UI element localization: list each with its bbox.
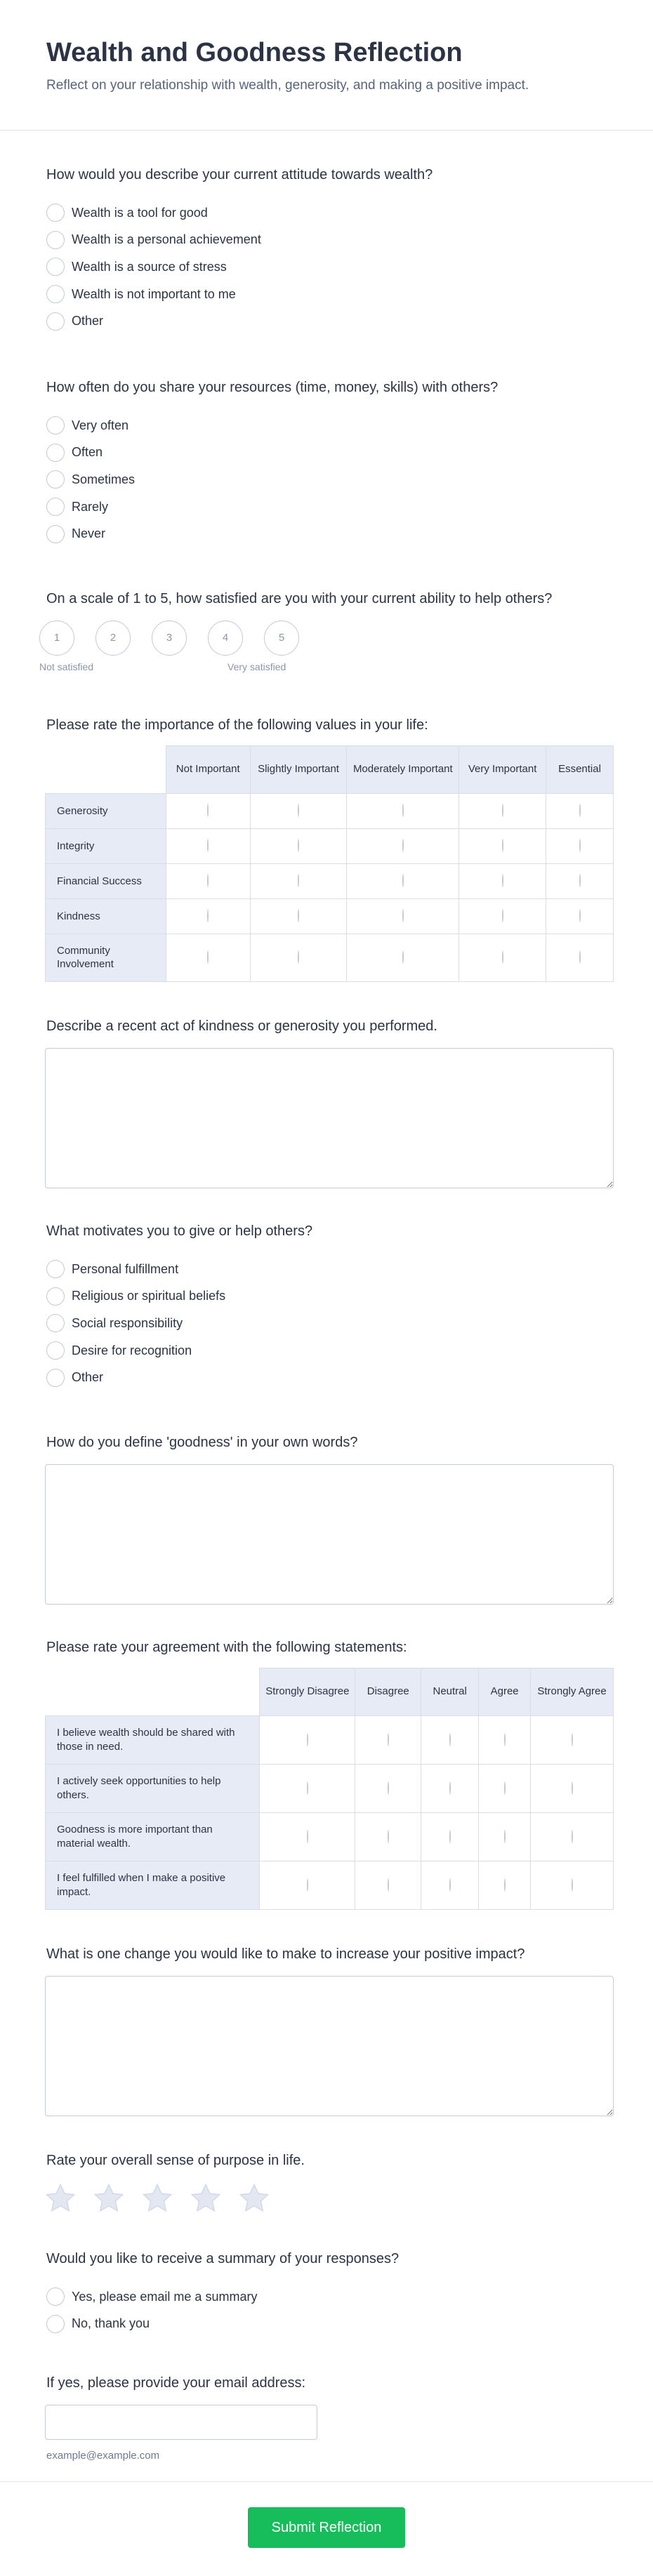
star-rating (44, 2182, 614, 2215)
matrix-column-header: Strongly Agree (531, 1668, 614, 1715)
radio-option[interactable] (46, 439, 614, 467)
matrix-row-label: I believe wealth should be shared with those in need. (46, 1715, 260, 1764)
matrix-row-label: Generosity (46, 793, 166, 828)
radio-option[interactable] (46, 520, 614, 547)
radio-button[interactable] (46, 1287, 65, 1306)
matrix-row-label: Community Involvement (46, 934, 166, 981)
option-label: Rarely (72, 499, 109, 514)
option-label: Wealth is not important to me (72, 286, 236, 301)
positive-change-textarea[interactable] (45, 1976, 614, 2116)
scale-min-label: Not satisfied (39, 660, 94, 672)
question-label: How do you define 'goodness' in your own words? (46, 1434, 358, 1450)
question-define-goodness (46, 1433, 614, 1605)
radio-option[interactable] (46, 2311, 614, 2338)
matrix-radio[interactable] (207, 839, 209, 852)
question-agreement-matrix (46, 1638, 614, 1910)
matrix-row (46, 1861, 614, 1909)
option-label: Wealth is a tool for good (72, 205, 208, 220)
question-purpose-rating (46, 2151, 614, 2215)
radio-button[interactable] (46, 312, 65, 331)
star-icon[interactable] (190, 2182, 222, 2215)
form-title: Wealth and Goodness Reflection (46, 38, 463, 67)
matrix-row-label: I feel fulfilled when I make a positive impact. (46, 1861, 260, 1909)
matrix-row (46, 934, 614, 981)
matrix-radio[interactable] (579, 874, 581, 887)
matrix-radio[interactable] (502, 909, 503, 922)
question-email-address (46, 2374, 614, 2462)
scale-option-3[interactable]: 3 (152, 620, 187, 656)
email-hint: example@example.com (46, 2450, 160, 2462)
matrix-radio[interactable] (449, 1830, 451, 1843)
matrix-column-header: Neutral (421, 1668, 479, 1715)
matrix-column-header: Disagree (355, 1668, 421, 1715)
matrix-radio[interactable] (449, 1733, 451, 1746)
option-label: Desire for recognition (72, 1343, 192, 1357)
goodness-definition-textarea[interactable] (45, 1464, 614, 1605)
option-label: Social responsibility (72, 1315, 183, 1330)
radio-button[interactable] (46, 204, 65, 222)
option-label: Never (72, 526, 106, 541)
matrix-radio[interactable] (388, 1781, 389, 1795)
question-label: Describe a recent act of kindness or generosity you performed. (46, 1018, 437, 1034)
matrix-column-header: Agree (479, 1668, 531, 1715)
matrix-radio[interactable] (307, 1878, 308, 1892)
matrix-radio[interactable] (298, 950, 299, 964)
rating-scale (39, 620, 614, 656)
radio-button[interactable] (46, 2315, 65, 2333)
question-label: What motivates you to give or help others? (46, 1223, 313, 1239)
option-label: Sometimes (72, 472, 136, 486)
matrix-radio[interactable] (207, 950, 209, 964)
scale-option-1[interactable]: 1 (39, 620, 74, 656)
scale-option-2[interactable]: 2 (95, 620, 131, 656)
matrix-radio[interactable] (307, 1830, 308, 1843)
question-label: Rate your overall sense of purpose in life. (46, 2152, 305, 2168)
matrix-row-label: Goodness is more important than material wealth. (46, 1812, 260, 1861)
question-attitude-wealth (46, 166, 614, 335)
radio-option[interactable] (46, 199, 614, 227)
radio-button[interactable] (46, 525, 65, 543)
radio-button[interactable] (46, 1341, 65, 1360)
radio-button[interactable] (46, 2288, 65, 2306)
matrix-radio[interactable] (449, 1878, 451, 1892)
radio-option[interactable] (46, 227, 614, 254)
matrix-column-header: Very Important (459, 745, 546, 793)
radio-option[interactable] (46, 2283, 614, 2311)
matrix-row (46, 1764, 614, 1812)
scale-option-5[interactable]: 5 (264, 620, 299, 656)
question-motivation (46, 1222, 614, 1391)
matrix-radio[interactable] (572, 1830, 573, 1843)
radio-button[interactable] (46, 470, 65, 489)
option-label: Other (72, 314, 104, 328)
matrix-radio[interactable] (579, 909, 581, 922)
radio-option[interactable] (46, 493, 614, 521)
matrix-radio[interactable] (402, 804, 404, 817)
matrix-radio[interactable] (402, 909, 404, 922)
option-label: Personal fulfillment (72, 1261, 179, 1276)
matrix-row (46, 898, 614, 934)
matrix-radio[interactable] (579, 950, 581, 964)
matrix-radio[interactable] (298, 839, 299, 852)
question-label: Please rate the importance of the following values in your life: (46, 717, 428, 733)
radio-button[interactable] (46, 258, 65, 276)
radio-option[interactable] (46, 1283, 614, 1310)
radio-option[interactable] (46, 1364, 614, 1391)
matrix-radio[interactable] (388, 1830, 389, 1843)
matrix-column-header: Slightly Important (250, 745, 347, 793)
radio-button[interactable] (46, 416, 65, 434)
question-positive-change (46, 1945, 614, 2116)
matrix-radio[interactable] (579, 804, 581, 817)
question-summary-email (46, 2250, 614, 2337)
matrix-radio[interactable] (572, 1878, 573, 1892)
values-matrix-table (45, 745, 614, 982)
option-label: Often (72, 445, 103, 460)
scale-max-label: Very satisfied (227, 660, 286, 672)
matrix-row (46, 863, 614, 898)
matrix-radio[interactable] (449, 1781, 451, 1795)
radio-option[interactable] (46, 307, 614, 335)
radio-button[interactable] (46, 1314, 65, 1332)
matrix-radio[interactable] (402, 950, 404, 964)
question-label: Would you like to receive a summary of your responses? (46, 2250, 400, 2266)
matrix-radio[interactable] (402, 839, 404, 852)
radio-option[interactable] (46, 412, 614, 439)
matrix-radio[interactable] (207, 909, 209, 922)
matrix-radio[interactable] (402, 874, 404, 887)
matrix-radio[interactable] (572, 1733, 573, 1746)
form-body (0, 131, 653, 2462)
matrix-row (46, 828, 614, 863)
matrix-radio[interactable] (572, 1781, 573, 1795)
form-subtitle: Reflect on your relationship with wealth, generosity, and making a positive impact. (46, 78, 529, 93)
matrix-radio[interactable] (504, 1781, 506, 1795)
matrix-column-header: Essential (546, 745, 614, 793)
option-label: Very often (72, 418, 129, 432)
matrix-radio[interactable] (298, 874, 299, 887)
matrix-radio[interactable] (307, 1781, 308, 1795)
star-icon[interactable] (238, 2182, 270, 2215)
matrix-column-header: Moderately Important (347, 745, 459, 793)
matrix-row (46, 793, 614, 828)
radio-button[interactable] (46, 231, 65, 249)
star-icon[interactable] (93, 2182, 125, 2215)
question-label: If yes, please provide your email address: (46, 2375, 306, 2391)
matrix-radio[interactable] (298, 909, 299, 922)
option-label: Wealth is a personal achievement (72, 232, 261, 247)
matrix-radio[interactable] (388, 1733, 389, 1746)
question-kindness-act (46, 1017, 614, 1188)
matrix-row (46, 1715, 614, 1764)
question-label: What is one change you would like to make to increase your positive impact? (46, 1946, 525, 1962)
matrix-radio[interactable] (502, 874, 503, 887)
radio-button[interactable] (46, 498, 65, 516)
question-values-matrix (46, 716, 614, 982)
matrix-radio[interactable] (207, 804, 209, 817)
radio-option[interactable] (46, 281, 614, 308)
matrix-radio[interactable] (504, 1733, 506, 1746)
star-icon[interactable] (44, 2182, 77, 2215)
option-label: Wealth is a source of stress (72, 259, 227, 274)
matrix-radio[interactable] (298, 804, 299, 817)
email-field[interactable] (45, 2405, 317, 2440)
question-share-resources (46, 378, 614, 547)
kindness-act-textarea[interactable] (45, 1048, 614, 1188)
radio-option[interactable] (46, 1337, 614, 1365)
matrix-radio[interactable] (307, 1733, 308, 1746)
radio-option[interactable] (46, 1256, 614, 1283)
star-icon[interactable] (141, 2182, 173, 2215)
question-label: How would you describe your current attitude towards wealth? (46, 167, 433, 182)
matrix-row-label: I actively seek opportunities to help others. (46, 1764, 260, 1812)
option-label: Religious or spiritual beliefs (72, 1289, 226, 1303)
radio-option[interactable] (46, 466, 614, 493)
matrix-row (46, 1812, 614, 1861)
question-label: On a scale of 1 to 5, how satisfied are you with your current ability to help others? (46, 590, 553, 606)
radio-button[interactable] (46, 1260, 65, 1278)
matrix-corner (46, 1668, 260, 1715)
matrix-radio[interactable] (504, 1830, 506, 1843)
matrix-radio[interactable] (388, 1878, 389, 1892)
scale-option-4[interactable]: 4 (208, 620, 243, 656)
question-label: How often do you share your resources (time, money, skills) with others? (46, 379, 499, 395)
option-label: Yes, please email me a summary (72, 2289, 258, 2304)
matrix-radio[interactable] (502, 839, 503, 852)
radio-option[interactable] (46, 253, 614, 281)
option-label: Other (72, 1370, 104, 1385)
option-label: No, thank you (72, 2316, 150, 2331)
radio-button[interactable] (46, 285, 65, 303)
matrix-column-header: Strongly Disagree (260, 1668, 355, 1715)
matrix-radio[interactable] (579, 839, 581, 852)
form-header (0, 0, 653, 131)
matrix-radio[interactable] (504, 1878, 506, 1892)
submit-button[interactable]: Submit Reflection (248, 2507, 405, 2548)
scale-labels (39, 661, 614, 678)
form-footer (0, 2481, 653, 2576)
question-label: Please rate your agreement with the following statements: (46, 1639, 407, 1655)
matrix-radio[interactable] (207, 874, 209, 887)
agreement-matrix-table (45, 1668, 614, 1910)
matrix-row-label: Financial Success (46, 863, 166, 898)
radio-option[interactable] (46, 1310, 614, 1337)
matrix-radio[interactable] (502, 950, 503, 964)
matrix-row-label: Kindness (46, 898, 166, 934)
matrix-corner (46, 745, 166, 793)
matrix-column-header: Not Important (166, 745, 250, 793)
radio-button[interactable] (46, 1369, 65, 1387)
question-satisfaction-scale (39, 590, 614, 678)
radio-button[interactable] (46, 444, 65, 462)
matrix-row-label: Integrity (46, 828, 166, 863)
matrix-radio[interactable] (502, 804, 503, 817)
